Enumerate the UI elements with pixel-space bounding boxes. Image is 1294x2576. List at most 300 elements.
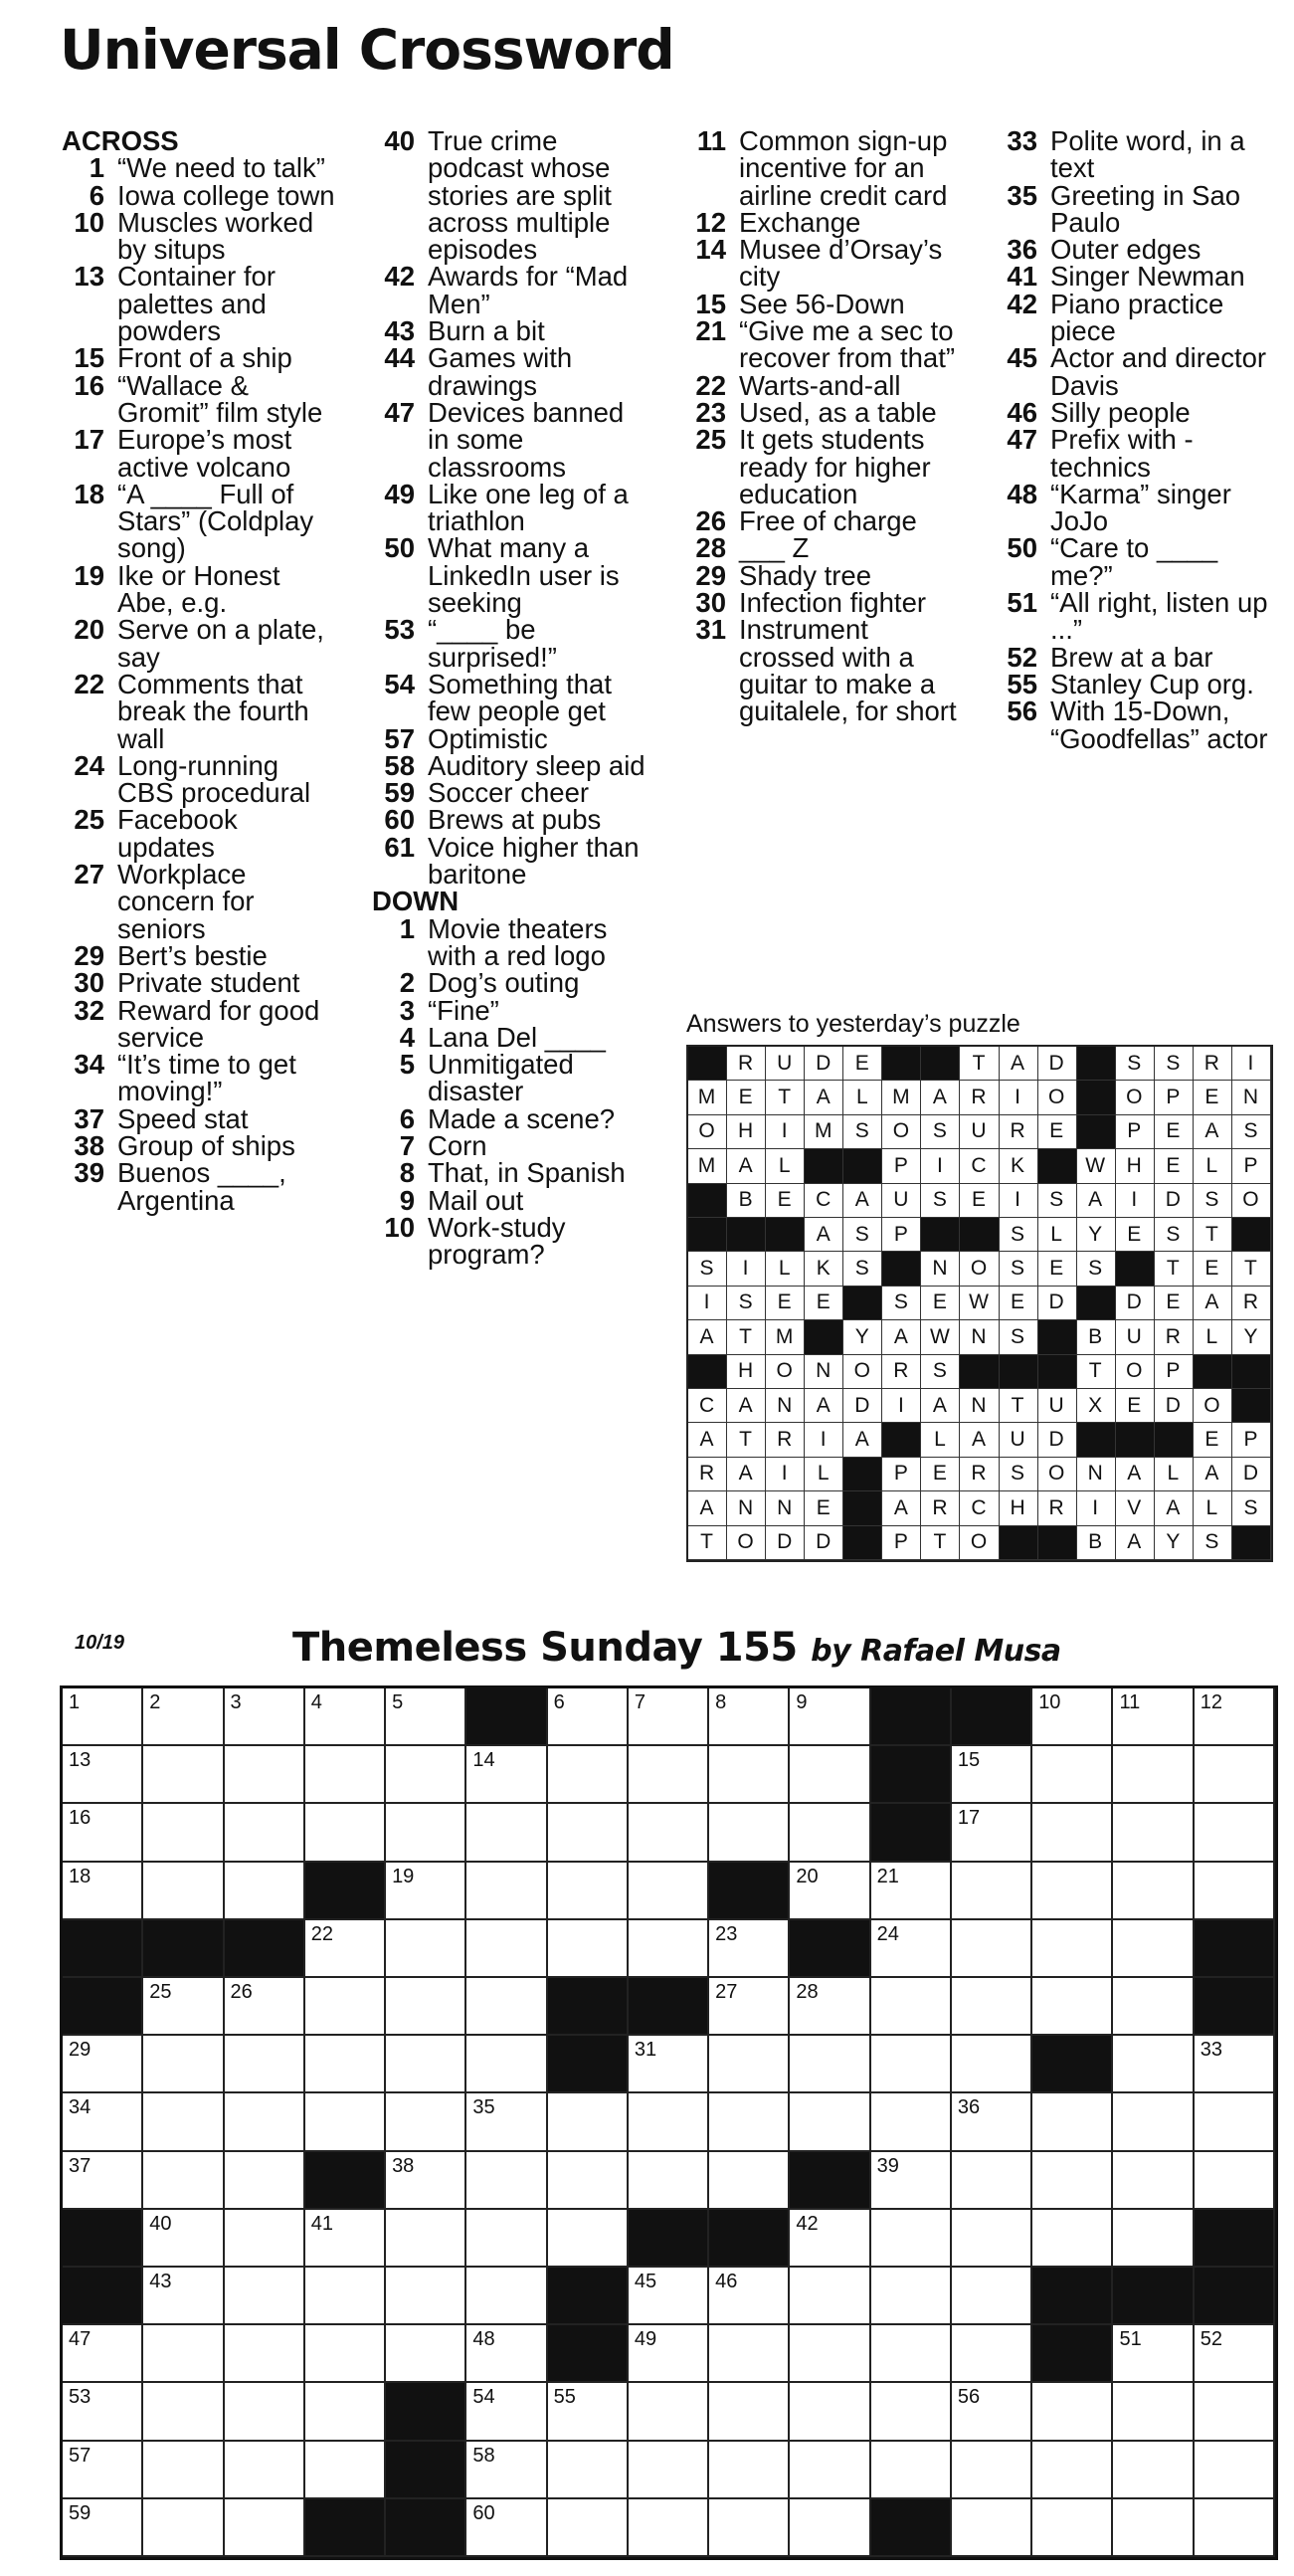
cell-number: 4	[310, 1691, 322, 1713]
grid-cell[interactable]	[143, 2442, 224, 2499]
grid-cell[interactable]	[548, 1863, 629, 1920]
grid-cell[interactable]	[225, 2036, 305, 2093]
grid-cell[interactable]	[1195, 1688, 1275, 1746]
grid-cell[interactable]	[1195, 1746, 1275, 1804]
grid-cell[interactable]	[1195, 1804, 1275, 1862]
grid-cell[interactable]	[629, 1920, 709, 1978]
grid-cell[interactable]	[709, 1920, 790, 1978]
grid-cell[interactable]	[305, 2093, 386, 2151]
grid-cell[interactable]	[1113, 1746, 1194, 1804]
grid-cell[interactable]	[629, 1863, 709, 1920]
grid-cell[interactable]	[952, 2325, 1032, 2383]
grid-cell[interactable]	[1032, 1863, 1113, 1920]
grid-cell[interactable]	[1032, 2210, 1113, 2268]
answer-cell: T	[727, 1320, 766, 1354]
grid-cell[interactable]	[143, 2210, 224, 2268]
grid-cell[interactable]	[790, 2325, 870, 2383]
grid-cell[interactable]	[548, 1688, 629, 1746]
grid-cell[interactable]	[143, 1746, 224, 1804]
clue-item	[62, 1051, 340, 1105]
grid-cell[interactable]	[305, 1804, 386, 1862]
grid-cell[interactable]	[709, 2383, 790, 2441]
grid-cell[interactable]	[1032, 1746, 1113, 1804]
grid-cell[interactable]	[952, 1920, 1032, 1978]
grid-cell[interactable]	[629, 2093, 709, 2151]
grid-cell[interactable]	[871, 2442, 952, 2499]
grid-cell[interactable]	[305, 1746, 386, 1804]
grid-cell[interactable]	[629, 2268, 709, 2325]
clue-text: Made a scene?	[428, 1102, 616, 1134]
grid-cell[interactable]	[709, 1746, 790, 1804]
grid-cell[interactable]	[629, 1688, 709, 1746]
grid-cell[interactable]	[386, 1688, 466, 1746]
grid-cell[interactable]	[63, 2036, 143, 2093]
grid-cell[interactable]	[1113, 1920, 1194, 1978]
answer-cell: A	[727, 1458, 766, 1491]
answer-cell: O	[1116, 1081, 1155, 1114]
grid-cell[interactable]	[466, 1920, 547, 1978]
grid-cell[interactable]	[225, 1863, 305, 1920]
clue-text: Bert’s bestie	[117, 939, 268, 971]
clue-text: With 15-Down, “Goodfellas” actor	[1050, 695, 1268, 754]
grid-cell[interactable]	[790, 1863, 870, 1920]
answer-cell: E	[960, 1184, 999, 1218]
grid-cell[interactable]	[709, 2036, 790, 2093]
cell-number: 53	[69, 2386, 92, 2409]
black-square	[709, 1863, 790, 1920]
grid-cell[interactable]	[63, 2325, 143, 2383]
clue-text: Facebook updates	[117, 804, 238, 863]
grid-cell[interactable]	[305, 2383, 386, 2441]
answer-black-square	[1232, 1389, 1271, 1423]
black-square	[548, 2268, 629, 2325]
clue-item	[683, 505, 962, 537]
clue-item	[683, 614, 962, 727]
clue-text: Buenos ____, Argentina	[117, 1157, 286, 1216]
grid-cell[interactable]	[386, 1920, 466, 1978]
cell-number: 14	[472, 1749, 495, 1772]
black-square	[63, 1920, 143, 1978]
grid-cell[interactable]	[1032, 1978, 1113, 2036]
grid-cell[interactable]	[952, 2442, 1032, 2499]
answer-cell: I	[1116, 1184, 1155, 1218]
clue-item	[62, 369, 340, 428]
grid-cell[interactable]	[871, 2210, 952, 2268]
grid-cell[interactable]	[225, 1688, 305, 1746]
answer-cell: E	[1155, 1149, 1194, 1183]
cell-number: 27	[715, 1981, 738, 2003]
clue-item	[372, 1157, 650, 1189]
answer-cell: S	[1000, 1320, 1038, 1354]
cell-number: 3	[230, 1691, 242, 1713]
grid-cell[interactable]	[466, 2093, 547, 2151]
grid-cell[interactable]	[548, 2442, 629, 2499]
grid-cell[interactable]	[1195, 2499, 1275, 2557]
grid-cell[interactable]	[63, 2152, 143, 2210]
clue-number: 7	[399, 1129, 415, 1161]
grid-cell[interactable]	[952, 2499, 1032, 2557]
answer-cell: R	[1232, 1287, 1271, 1320]
grid-cell[interactable]	[952, 2152, 1032, 2210]
grid-cell[interactable]	[386, 2210, 466, 2268]
grid-cell[interactable]	[466, 2383, 547, 2441]
answer-cell: S	[1155, 1047, 1194, 1081]
grid-cell[interactable]	[952, 2383, 1032, 2441]
grid-cell[interactable]	[1032, 2442, 1113, 2499]
answer-cell: B	[1077, 1526, 1116, 1560]
clue-item	[372, 994, 650, 1026]
clue-number: 23	[695, 396, 726, 428]
grid-cell[interactable]	[386, 2152, 466, 2210]
grid-cell[interactable]	[790, 1804, 870, 1862]
grid-cell[interactable]	[225, 2093, 305, 2151]
grid-cell[interactable]	[952, 2268, 1032, 2325]
grid-cell[interactable]	[143, 2152, 224, 2210]
answer-cell: S	[843, 1252, 882, 1286]
grid-cell[interactable]	[952, 1746, 1032, 1804]
clue-number: 47	[384, 396, 415, 428]
grid-cell[interactable]	[1195, 2152, 1275, 2210]
answer-cell: I	[1000, 1184, 1038, 1218]
answer-cell: N	[921, 1252, 960, 1286]
grid-cell[interactable]	[871, 2268, 952, 2325]
grid-cell[interactable]	[1113, 1688, 1194, 1746]
black-square	[952, 1688, 1032, 1746]
grid-cell[interactable]	[1113, 1863, 1194, 1920]
grid-cell[interactable]	[871, 2325, 952, 2383]
grid-cell[interactable]	[548, 2152, 629, 2210]
grid-cell[interactable]	[225, 2268, 305, 2325]
clue-item	[62, 616, 340, 671]
grid-cell[interactable]	[1032, 2383, 1113, 2441]
cell-number: 31	[634, 2039, 657, 2062]
answer-cell: R	[960, 1081, 999, 1114]
grid-cell[interactable]	[629, 1804, 709, 1862]
cell-number: 40	[149, 2212, 172, 2235]
clue-text: “All right, listen up ...”	[1050, 587, 1268, 646]
grid-cell[interactable]	[709, 1978, 790, 2036]
grid-cell[interactable]	[952, 2036, 1032, 2093]
grid-cell[interactable]	[305, 2442, 386, 2499]
grid-cell[interactable]	[790, 1746, 870, 1804]
grid-cell[interactable]	[629, 2036, 709, 2093]
grid-cell[interactable]	[871, 2152, 952, 2210]
grid-cell[interactable]	[386, 1863, 466, 1920]
answer-cell: S	[1155, 1218, 1194, 1252]
answer-cell: N	[805, 1355, 843, 1389]
grid-cell[interactable]	[386, 2268, 466, 2325]
grid-cell[interactable]	[548, 1746, 629, 1804]
clue-item	[995, 534, 1268, 589]
grid-cell[interactable]	[629, 2499, 709, 2557]
grid-cell[interactable]	[709, 2442, 790, 2499]
answer-cell: A	[1194, 1115, 1232, 1149]
grid-cell[interactable]	[1032, 1920, 1113, 1978]
clue-item	[372, 831, 650, 891]
grid-cell[interactable]	[63, 1688, 143, 1746]
grid-cell[interactable]	[629, 2152, 709, 2210]
grid-cell[interactable]	[1195, 2383, 1275, 2441]
cell-number: 41	[310, 2212, 334, 2235]
answer-cell: O	[882, 1115, 921, 1149]
clue-item	[62, 1159, 340, 1214]
grid-cell[interactable]	[952, 1863, 1032, 1920]
grid-cell[interactable]	[63, 2499, 143, 2557]
grid-cell[interactable]	[1113, 2383, 1194, 2441]
clue-number: 36	[1007, 234, 1037, 266]
clue-text: What many a LinkedIn user is seeking	[428, 532, 620, 619]
grid-cell[interactable]	[629, 2325, 709, 2383]
answer-cell: S	[1116, 1047, 1155, 1081]
clue-text: Stanley Cup org.	[1050, 668, 1254, 699]
grid-cell[interactable]	[709, 2499, 790, 2557]
answer-cell: D	[766, 1526, 805, 1560]
grid-cell[interactable]	[1032, 1688, 1113, 1746]
cell-number: 23	[715, 1922, 738, 1945]
cell-number: 11	[1119, 1691, 1141, 1713]
answer-cell: U	[766, 1047, 805, 1081]
grid-cell[interactable]	[143, 1688, 224, 1746]
grid-cell[interactable]	[952, 2210, 1032, 2268]
grid-cell[interactable]	[548, 2210, 629, 2268]
answer-cell: L	[1194, 1320, 1232, 1354]
grid-cell[interactable]	[1032, 2152, 1113, 2210]
grid-cell[interactable]	[63, 2442, 143, 2499]
cell-number: 17	[957, 1807, 981, 1830]
grid-cell[interactable]	[386, 2325, 466, 2383]
answer-cell: B	[727, 1184, 766, 1218]
clue-text: Free of charge	[739, 505, 917, 537]
clue-text: Movie theaters with a red logo	[428, 912, 608, 971]
grid-cell[interactable]	[466, 2442, 547, 2499]
grid-cell[interactable]	[548, 2093, 629, 2151]
grid-cell[interactable]	[466, 2325, 547, 2383]
grid-cell[interactable]	[143, 1978, 224, 2036]
grid-cell[interactable]	[790, 2383, 870, 2441]
grid-cell[interactable]	[1195, 2325, 1275, 2383]
grid-cell[interactable]	[225, 2499, 305, 2557]
grid-cell[interactable]	[143, 2093, 224, 2151]
grid-cell[interactable]	[386, 2093, 466, 2151]
grid-cell[interactable]	[225, 2152, 305, 2210]
grid-cell[interactable]	[709, 2268, 790, 2325]
grid-cell[interactable]	[629, 1746, 709, 1804]
grid-cell[interactable]	[790, 2442, 870, 2499]
grid-cell[interactable]	[790, 2210, 870, 2268]
grid-cell[interactable]	[305, 1688, 386, 1746]
black-square	[1032, 2325, 1113, 2383]
grid-cell[interactable]	[466, 2210, 547, 2268]
clue-text: Work-study program?	[428, 1211, 566, 1271]
grid-cell[interactable]	[225, 1746, 305, 1804]
clue-item	[372, 1211, 650, 1271]
grid-cell[interactable]	[1113, 2499, 1194, 2557]
answer-cell: I	[727, 1252, 766, 1286]
grid-cell[interactable]	[143, 1863, 224, 1920]
clue-item	[372, 263, 650, 317]
clue-text: Like one leg of a triathlon	[428, 478, 629, 537]
grid-cell[interactable]	[143, 2383, 224, 2441]
clue-text: Comments that break the fourth wall	[117, 668, 309, 754]
grid-cell[interactable]	[305, 1920, 386, 1978]
grid-cell[interactable]	[466, 2036, 547, 2093]
clue-item	[62, 806, 340, 861]
grid-cell[interactable]	[1195, 1863, 1275, 1920]
clue-number: 25	[74, 804, 104, 836]
grid-cell[interactable]	[709, 2152, 790, 2210]
grid-cell[interactable]	[709, 1688, 790, 1746]
grid-cell[interactable]	[143, 2499, 224, 2557]
grid-cell[interactable]	[709, 1804, 790, 1862]
grid-cell[interactable]	[466, 2268, 547, 2325]
black-square	[790, 2152, 870, 2210]
grid-cell[interactable]	[871, 1863, 952, 1920]
grid-cell[interactable]	[305, 1978, 386, 2036]
grid-cell[interactable]	[952, 2093, 1032, 2151]
answer-cell: T	[1155, 1252, 1194, 1286]
grid-cell[interactable]	[871, 2383, 952, 2441]
grid-cell[interactable]	[63, 2093, 143, 2151]
cell-number: 37	[69, 2154, 92, 2177]
grid-cell[interactable]	[225, 2442, 305, 2499]
clue-number: 48	[1007, 478, 1037, 509]
grid-cell[interactable]	[790, 2268, 870, 2325]
grid-cell[interactable]	[1195, 2442, 1275, 2499]
grid-cell[interactable]	[1195, 2036, 1275, 2093]
answer-cell: M	[882, 1081, 921, 1114]
grid-cell[interactable]	[629, 2442, 709, 2499]
clue-number: 53	[384, 614, 415, 646]
grid-cell[interactable]	[871, 2093, 952, 2151]
grid-cell[interactable]	[63, 1746, 143, 1804]
grid-cell[interactable]	[143, 2036, 224, 2093]
answer-black-square	[1038, 1320, 1077, 1354]
grid-cell[interactable]	[709, 2093, 790, 2151]
puzzle-byline: by Rafael Musa	[811, 1634, 1061, 1669]
grid-cell[interactable]	[225, 2383, 305, 2441]
grid-cell[interactable]	[1032, 1804, 1113, 1862]
grid-cell[interactable]	[143, 2268, 224, 2325]
cell-number: 12	[1200, 1691, 1222, 1713]
grid-cell[interactable]	[143, 1804, 224, 1862]
answer-cell: C	[960, 1491, 999, 1525]
grid-cell[interactable]	[305, 2325, 386, 2383]
grid-cell[interactable]	[1113, 1804, 1194, 1862]
grid-cell[interactable]	[790, 1978, 870, 2036]
grid-cell[interactable]	[548, 1804, 629, 1862]
answer-cell: S	[1194, 1184, 1232, 1218]
grid-cell[interactable]	[466, 2499, 547, 2557]
clue-text: Europe’s most active volcano	[117, 424, 292, 483]
clue-number: 6	[89, 179, 104, 211]
grid-cell[interactable]	[386, 1804, 466, 1862]
black-square	[305, 2152, 386, 2210]
grid-cell[interactable]	[466, 2152, 547, 2210]
answer-cell: E	[1116, 1218, 1155, 1252]
grid-cell[interactable]	[790, 2036, 870, 2093]
answer-cell: R	[921, 1491, 960, 1525]
grid-cell[interactable]	[305, 2210, 386, 2268]
clue-item	[995, 589, 1268, 644]
grid-cell[interactable]	[225, 1804, 305, 1862]
grid-cell[interactable]	[63, 2383, 143, 2441]
answer-cell: L	[805, 1458, 843, 1491]
grid-cell[interactable]	[629, 2383, 709, 2441]
grid-cell[interactable]	[225, 2325, 305, 2383]
grid-cell[interactable]	[871, 2036, 952, 2093]
answer-cell: R	[1038, 1491, 1077, 1525]
grid-cell[interactable]	[1113, 2093, 1194, 2151]
grid-cell[interactable]	[1113, 2442, 1194, 2499]
grid-cell[interactable]	[1113, 2036, 1194, 2093]
grid-cell[interactable]	[1032, 2499, 1113, 2557]
grid-cell[interactable]	[466, 1804, 547, 1862]
grid-cell[interactable]	[709, 2325, 790, 2383]
clue-item	[62, 261, 340, 347]
grid-cell[interactable]	[466, 1746, 547, 1804]
clue-text: Long-running CBS procedural	[117, 749, 311, 809]
grid-cell[interactable]	[1032, 2093, 1113, 2151]
grid-cell[interactable]	[386, 1978, 466, 2036]
grid-cell[interactable]	[305, 2036, 386, 2093]
grid-cell[interactable]	[1113, 2210, 1194, 2268]
grid-cell[interactable]	[63, 1804, 143, 1862]
answer-black-square	[843, 1526, 882, 1560]
grid-cell[interactable]	[305, 2268, 386, 2325]
clue-number: 10	[384, 1211, 415, 1243]
grid-cell[interactable]	[225, 1978, 305, 2036]
grid-cell[interactable]	[466, 1978, 547, 2036]
grid-cell[interactable]	[63, 1863, 143, 1920]
grid-cell[interactable]	[952, 1978, 1032, 2036]
clue-item	[62, 861, 340, 942]
grid-cell[interactable]	[386, 2036, 466, 2093]
grid-cell[interactable]	[790, 2093, 870, 2151]
clue-item	[372, 1051, 650, 1105]
grid-cell[interactable]	[548, 2499, 629, 2557]
grid-cell[interactable]	[952, 1804, 1032, 1862]
clue-number: 57	[384, 722, 415, 754]
answer-cell: S	[1000, 1218, 1038, 1252]
cell-number: 38	[392, 2154, 415, 2177]
grid-cell[interactable]	[466, 1863, 547, 1920]
answer-cell: E	[727, 1081, 766, 1114]
clue-item	[995, 478, 1268, 537]
grid-cell[interactable]	[1195, 2093, 1275, 2151]
grid-cell[interactable]	[790, 2499, 870, 2557]
grid-cell[interactable]	[1113, 2325, 1194, 2383]
answer-cell: S	[1038, 1184, 1077, 1218]
grid-cell[interactable]	[143, 2325, 224, 2383]
answer-black-square	[1116, 1423, 1155, 1457]
answer-cell: R	[1194, 1047, 1232, 1081]
grid-cell[interactable]	[1113, 1978, 1194, 2036]
clue-number: 4	[399, 1021, 415, 1053]
grid-cell[interactable]	[871, 1920, 952, 1978]
answer-black-square	[843, 1287, 882, 1320]
answer-black-square	[727, 1218, 766, 1252]
grid-cell[interactable]	[871, 1978, 952, 2036]
black-square	[548, 1978, 629, 2036]
grid-cell[interactable]	[225, 2210, 305, 2268]
grid-cell[interactable]	[1113, 2152, 1194, 2210]
grid-cell[interactable]	[386, 1746, 466, 1804]
grid-cell[interactable]	[548, 1920, 629, 1978]
grid-cell[interactable]	[548, 2383, 629, 2441]
answer-black-square	[805, 1149, 843, 1183]
grid-cell[interactable]	[790, 1688, 870, 1746]
cell-number: 55	[553, 2386, 576, 2409]
